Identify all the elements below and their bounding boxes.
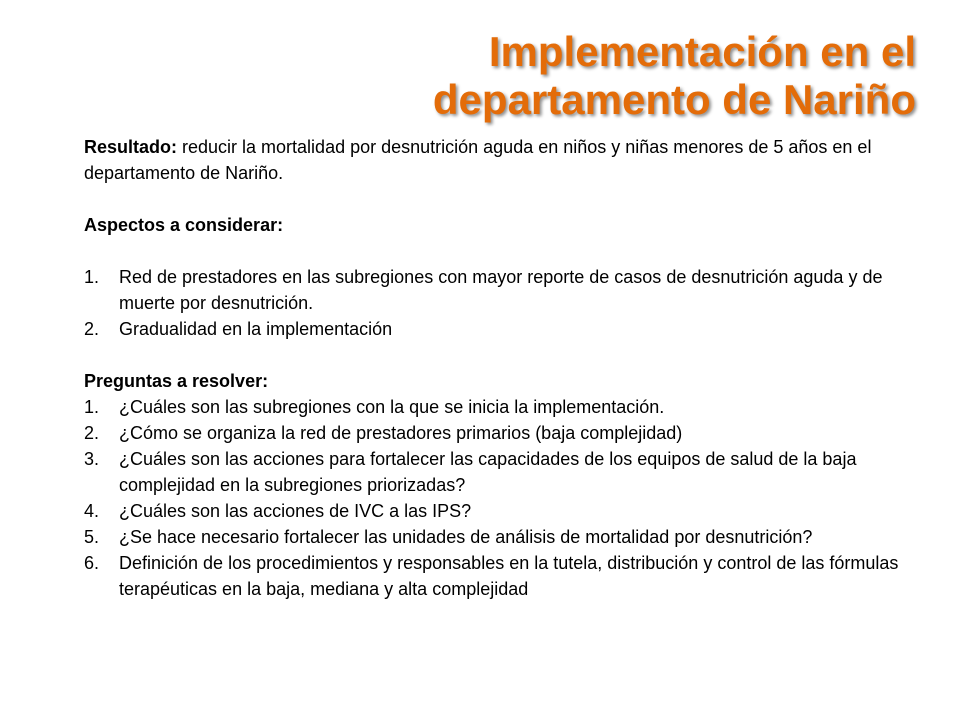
- list-item: [84, 550, 914, 602]
- resultado-text: reducir la mortalidad por desnutrición aguda en niños y niñas menores de 5 años en el departamento de Nariño.: [84, 137, 872, 183]
- list-item-text: Red de prestadores en las subregiones con mayor reporte de casos de desnutrición aguda y de muerte por desnutrición.: [119, 267, 883, 313]
- title-line-1: Implementación en el: [488, 28, 916, 75]
- list-item-number: 1.: [84, 397, 100, 417]
- list-item: [84, 446, 914, 498]
- list-item-text: Definición de los procedimientos y responsables en la tutela, distribución y control de las fórmulas terapéuticas en la baja, mediana y alta complejidad: [119, 553, 899, 599]
- list-item: [84, 264, 914, 316]
- resultado-paragraph: [84, 134, 914, 186]
- list-item-number: 2.: [84, 423, 100, 443]
- list-item-number: 2.: [84, 319, 100, 339]
- aspectos-list: [84, 264, 914, 342]
- list-item-number: 1.: [84, 267, 100, 287]
- list-item: [84, 524, 914, 550]
- slide-body: [84, 134, 914, 602]
- list-item: [84, 394, 914, 420]
- list-item-number: 3.: [84, 449, 100, 469]
- list-item-text: ¿Cuáles son las subregiones con la que se inicia la implementación.: [119, 397, 665, 417]
- list-item-text: ¿Cuáles son las acciones de IVC a las IPS?: [119, 501, 472, 521]
- list-item-number: 5.: [84, 527, 100, 547]
- spacer: [84, 342, 914, 368]
- title-line-2: departamento de Nariño: [432, 76, 916, 123]
- spacer: [84, 238, 914, 264]
- list-item-text: ¿Se hace necesario fortalecer las unidades de análisis de mortalidad por desnutrición?: [119, 527, 813, 547]
- resultado-label: Resultado:: [84, 137, 178, 157]
- list-item-text: ¿Cuáles son las acciones para fortalecer las capacidades de los equipos de salud de la baja complejidad en la subregiones priorizadas?: [119, 449, 857, 495]
- list-item: [84, 498, 914, 524]
- list-item-number: 4.: [84, 501, 100, 521]
- list-item: [84, 316, 914, 342]
- preguntas-list: [84, 394, 914, 602]
- list-item: [84, 420, 914, 446]
- preguntas-heading: Preguntas a resolver:: [84, 371, 269, 391]
- list-item-number: 6.: [84, 553, 100, 573]
- list-item-text: ¿Cómo se organiza la red de prestadores primarios (baja complejidad): [119, 423, 683, 443]
- aspectos-heading: Aspectos a considerar:: [84, 215, 284, 235]
- spacer: [84, 186, 914, 212]
- list-item-text: Gradualidad en la implementación: [119, 319, 393, 339]
- slide-title: [216, 28, 916, 124]
